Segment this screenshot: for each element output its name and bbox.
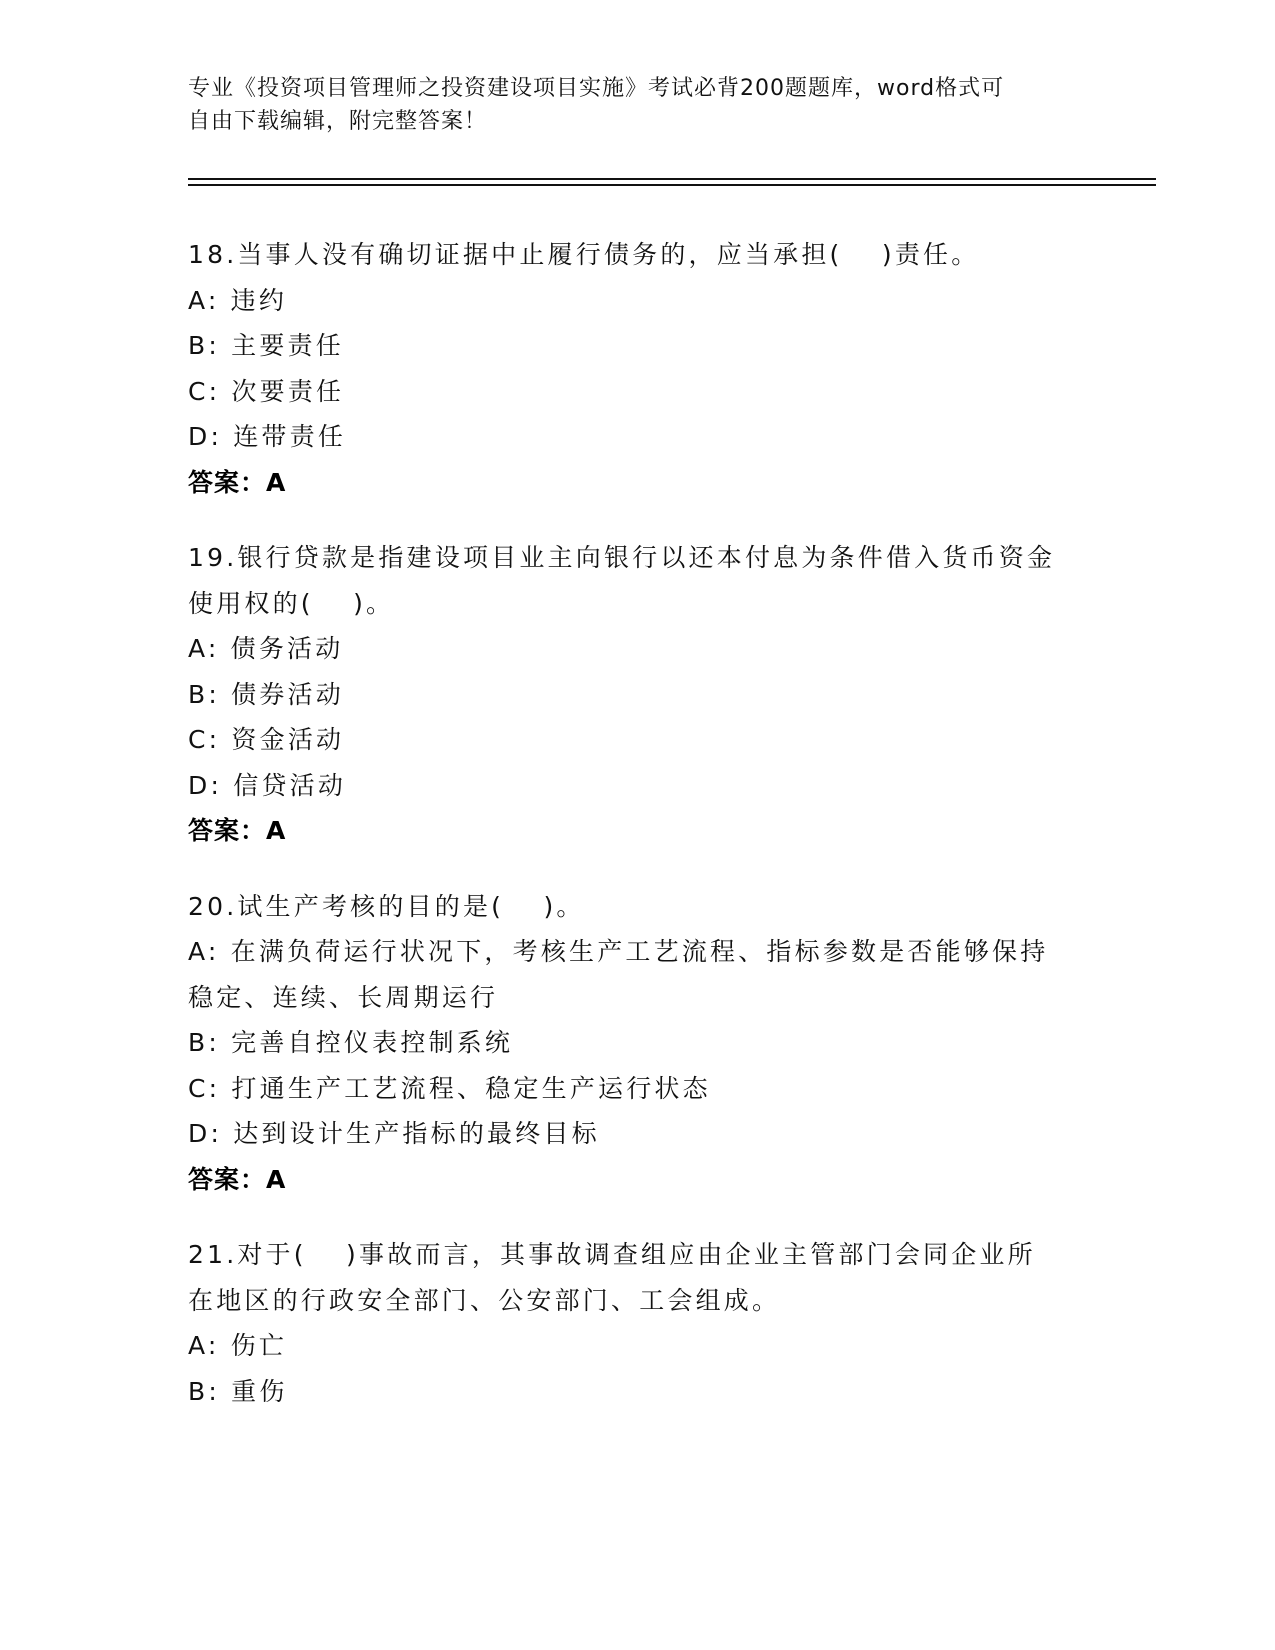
answer-key: 答案：A bbox=[188, 467, 287, 497]
answer-option: D: 达到设计生产指标的最终目标 bbox=[188, 1119, 600, 1148]
header-divider-bottom bbox=[188, 184, 1156, 186]
answer-option: C: 打通生产工艺流程、稳定生产运行状态 bbox=[188, 1073, 711, 1103]
question-list bbox=[188, 232, 1088, 1444]
answer-option: A: 违约 bbox=[188, 285, 288, 315]
answer-option: D: 连带责任 bbox=[188, 422, 347, 451]
answer-option: B: 债券活动 bbox=[188, 679, 344, 709]
answer-option: B: 重伤 bbox=[188, 1376, 288, 1406]
answer-option: D: 信贷活动 bbox=[188, 770, 347, 800]
header-line-2: 自由下载编辑，附完整答案！ bbox=[188, 109, 488, 134]
answer-option: A: 在满负荷运行状况下，考核生产工艺流程、指标参数是否能够保持 bbox=[188, 937, 1049, 966]
answer-key: 答案：A bbox=[188, 1164, 287, 1194]
answer-option: B: 主要责任 bbox=[188, 331, 344, 360]
question-block bbox=[188, 884, 1088, 1203]
answer-option: C: 次要责任 bbox=[188, 376, 345, 406]
answer-option: 稳定、连续、长周期运行 bbox=[188, 982, 499, 1012]
question-stem: 21.对于( )事故而言，其事故调查组应由企业主管部门会同企业所 bbox=[188, 1240, 1036, 1269]
answer-option: C: 资金活动 bbox=[188, 725, 345, 754]
answer-option: A: 债务活动 bbox=[188, 634, 344, 663]
answer-option: B: 完善自控仪表控制系统 bbox=[188, 1028, 514, 1057]
question-stem: 18.当事人没有确切证据中止履行债务的，应当承担( )责任。 bbox=[188, 240, 980, 269]
question-stem: 20.试生产考核的目的是( )。 bbox=[188, 891, 585, 921]
answer-key: 答案：A bbox=[188, 816, 287, 845]
question-block bbox=[188, 1232, 1088, 1414]
question-stem: 在地区的行政安全部门、公安部门、工会组成。 bbox=[188, 1285, 781, 1315]
document-header bbox=[188, 72, 1088, 138]
header-line-1: 专业《投资项目管理师之投资建设项目实施》考试必背200题题库，word格式可 bbox=[188, 76, 1005, 101]
question-stem: 使用权的( )。 bbox=[188, 588, 395, 618]
question-stem: 19.银行贷款是指建设项目业主向银行以还本付息为条件借入货币资金 bbox=[188, 543, 1056, 572]
header-divider-top bbox=[188, 178, 1156, 180]
answer-option: A: 伤亡 bbox=[188, 1331, 288, 1360]
question-block bbox=[188, 232, 1088, 505]
question-block bbox=[188, 535, 1088, 854]
